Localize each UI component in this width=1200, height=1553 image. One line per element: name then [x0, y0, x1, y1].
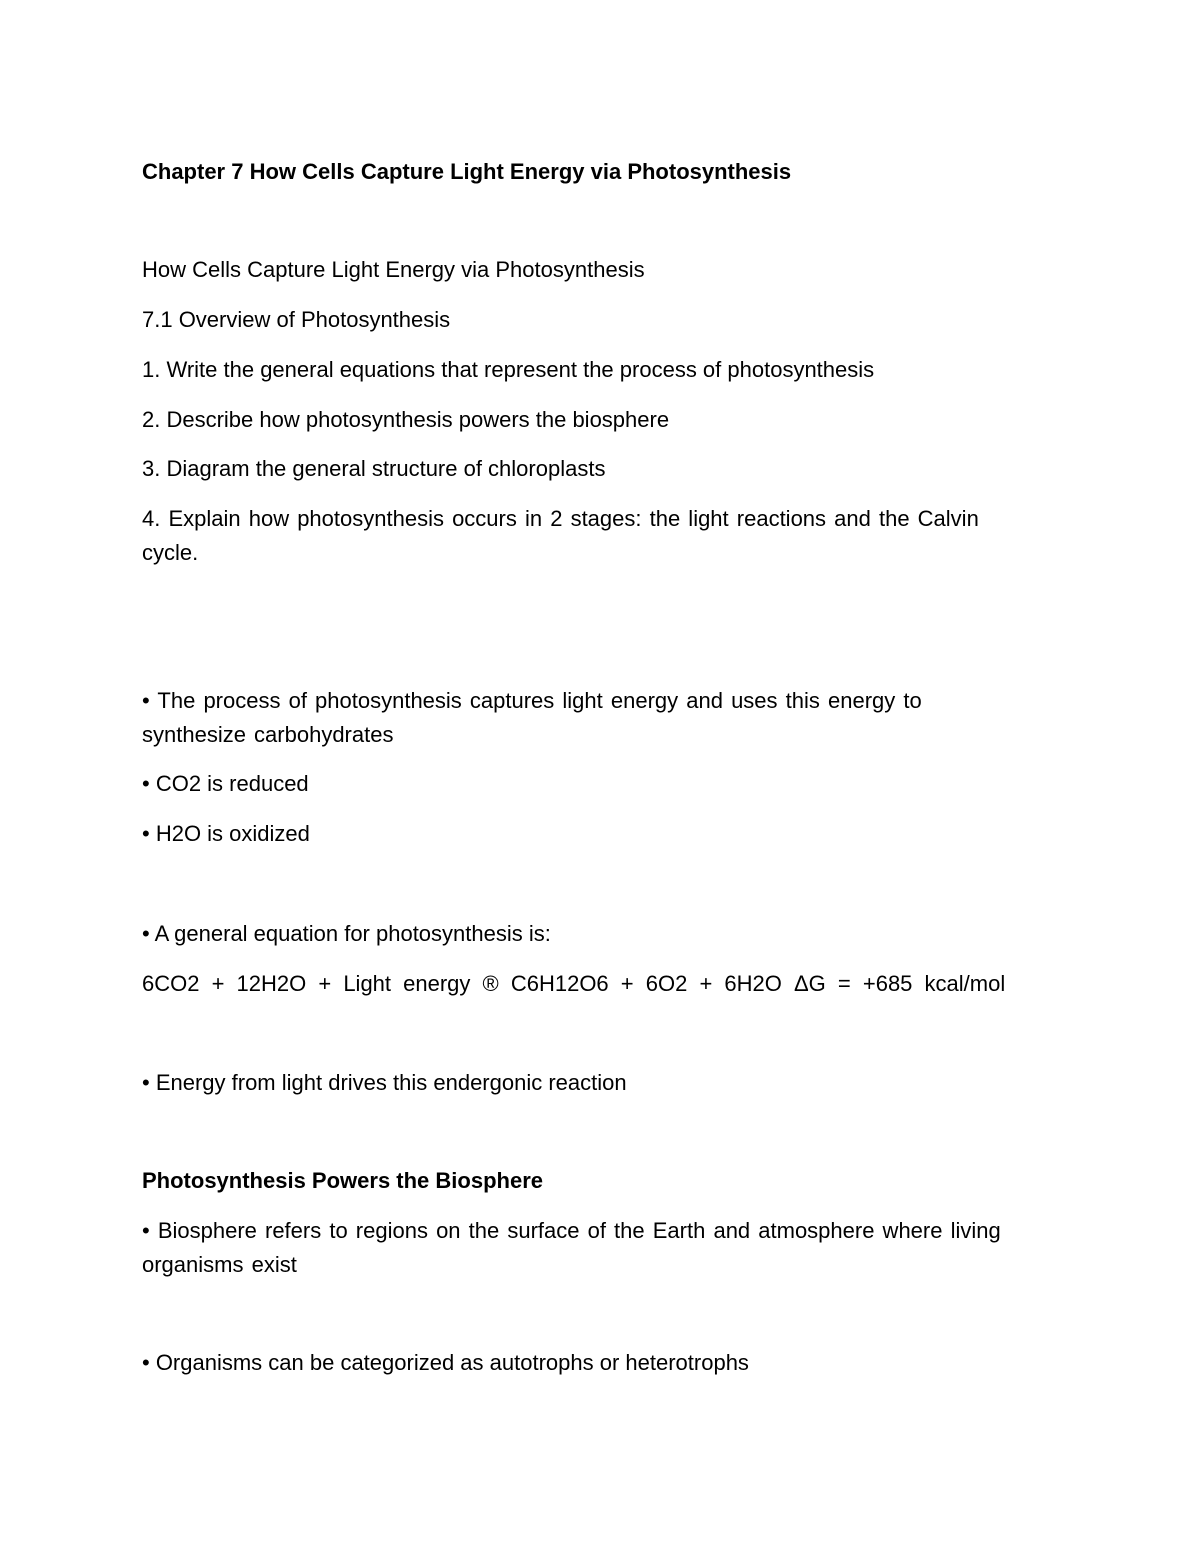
chapter-title: Chapter 7 How Cells Capture Light Energy via Photosynthesis — [142, 159, 792, 184]
bullet-item: • H2O is oxidized — [142, 821, 310, 846]
section-heading: 7.1 Overview of Photosynthesis — [142, 307, 451, 332]
bullet-item: • Energy from light drives this endergonic reaction — [142, 1070, 627, 1095]
bullet-item: • CO2 is reduced — [142, 771, 309, 796]
subtitle: How Cells Capture Light Energy via Photosynthesis — [142, 257, 645, 282]
bullet-item: • Biosphere refers to regions on the surface of the Earth and atmosphere where living organisms exist — [142, 1218, 1001, 1277]
equation: 6CO2 + 12H2O + Light energy ® C6H12O6 + 6O2 + 6H2O ΔG = +685 kcal/mol — [142, 971, 1006, 996]
bullet-item: • Organisms can be categorized as autotrophs or heterotrophs — [142, 1350, 749, 1375]
section-heading-biosphere: Photosynthesis Powers the Biosphere — [142, 1168, 543, 1193]
objective-item: 1. Write the general equations that represent the process of photosynthesis — [142, 357, 875, 382]
equation-intro: • A general equation for photosynthesis is: — [142, 921, 551, 946]
objective-item: 4. Explain how photosynthesis occurs in 2 stages: the light reactions and the Calvin cycle. — [142, 506, 979, 565]
bullet-item: • The process of photosynthesis captures light energy and uses this energy to synthesize carbohydrates — [142, 688, 922, 747]
objective-item: 3. Diagram the general structure of chloroplasts — [142, 456, 606, 481]
objective-item: 2. Describe how photosynthesis powers the biosphere — [142, 407, 670, 432]
